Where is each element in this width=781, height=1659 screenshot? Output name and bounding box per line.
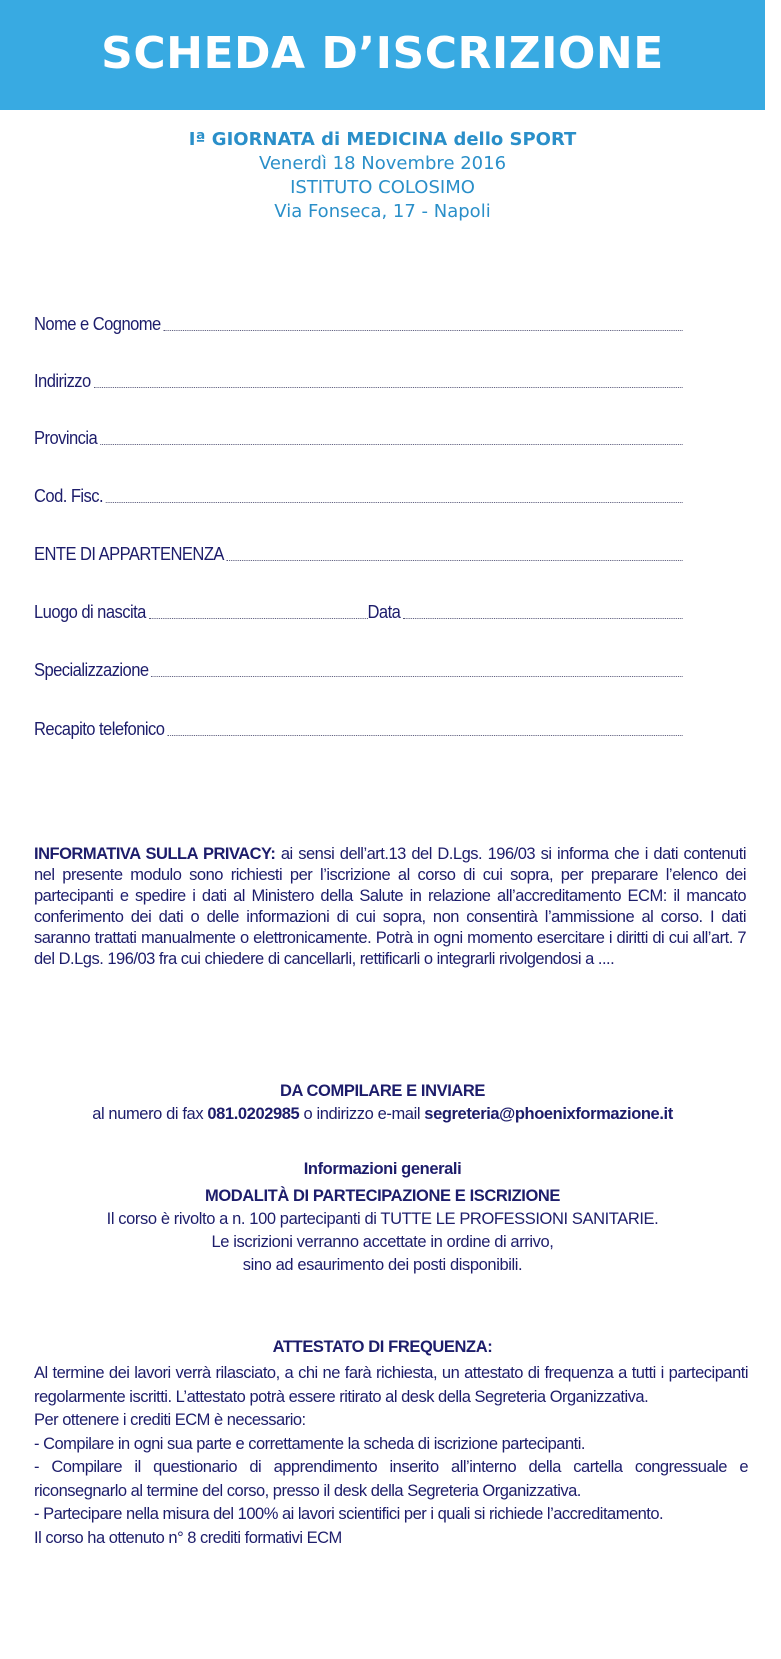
tax-code-field[interactable] [34, 481, 683, 507]
specialization-field[interactable] [34, 655, 683, 681]
entity-field[interactable] [34, 539, 683, 565]
attestato-body [34, 1362, 748, 1550]
fax-number: 081.0202985 [207, 1105, 300, 1123]
event-info [0, 128, 765, 224]
ecm-requirement-item: - Compilare in ogni sua parte e correttamente la scheda di iscrizione partecipanti. [34, 1434, 585, 1453]
address-input-line[interactable] [93, 386, 682, 388]
ecm-requirement-item: - Partecipare nella misura del 100% ai lavori scientifici per i quali si richiede l’accreditamento. [34, 1505, 664, 1523]
attestato-paragraph: Al termine dei lavori verrà rilasciato, a chi ne farà richiesta, un attestato di frequenza a tutti i partecipanti regolarmente iscritti. L’attestato potrà essere ritirato al desk della Segreteria Organizzativa. [34, 1364, 748, 1406]
info-line-1: Il corso è rivolto a n. 100 partecipanti di TUTTE LE PROFESSIONI SANITARIE. [106, 1210, 659, 1228]
event-address: Via Fonseca, 17 - Napoli [274, 201, 491, 222]
email-address: segreteria@phoenixformazione.it [424, 1105, 673, 1123]
name-input-line[interactable] [163, 329, 682, 331]
info-heading: Informazioni generali [303, 1160, 462, 1178]
ecm-credits: Il corso ha ottenuto n° 8 crediti formativi ECM [34, 1528, 342, 1547]
province-field[interactable] [34, 423, 683, 449]
privacy-notice [34, 844, 746, 970]
phone-field[interactable] [34, 714, 683, 740]
address-label: Indirizzo [34, 371, 91, 391]
date-input-line[interactable] [403, 617, 683, 619]
attestato-heading-block [0, 1336, 765, 1359]
info-line-2: Le iscrizioni verranno accettate in ordine di arrivo, [211, 1233, 554, 1251]
info-line-3: sino ad esaurimento dei posti disponibili. [242, 1256, 523, 1274]
page-margin [765, 0, 781, 1659]
event-title: Iª GIORNATA di MEDICINA dello SPORT [188, 129, 577, 150]
phone-input-line[interactable] [167, 734, 682, 736]
tax-code-input-line[interactable] [106, 501, 683, 503]
name-label: Nome e Cognome [34, 314, 161, 334]
event-venue: ISTITUTO COLOSIMO [290, 177, 475, 198]
ecm-requirement-item: - Compilare il questionario di apprendimento inserito all’interno della cartella congressuale e riconsegnarlo al termine del corso, presso il desk della Segreteria Organizzativa. [34, 1458, 748, 1500]
province-label: Provincia [34, 428, 98, 448]
birthplace-field[interactable] [34, 597, 683, 623]
date-label: Data [367, 602, 401, 622]
general-info [0, 1158, 765, 1277]
birthplace-label: Luogo di nascita [34, 602, 146, 622]
specialization-label: Specializzazione [34, 660, 149, 680]
entity-label: ENTE DI APPARTENENZA [34, 544, 224, 564]
address-field[interactable] [34, 366, 683, 392]
specialization-input-line[interactable] [151, 675, 682, 677]
attestato-heading: ATTESTATO DI FREQUENZA: [272, 1338, 493, 1356]
privacy-heading: INFORMATIVA SULLA PRIVACY: [34, 845, 276, 863]
ecm-requirements-intro: Per ottenere i crediti ECM è necessario: [34, 1411, 306, 1429]
privacy-text: ai sensi dell’art.13 del D.Lgs. 196/03 si informa che i dati contenuti nel presente modulo sono richiesti per l’iscrizione al corso di cui sopra, per preparare l’elenco dei partecipanti e spedire i dati al Ministero della Salute in relazione all’accreditamento ECM: il mancato conferimento dei dati o delle informazioni di cui sopra, non consentirà l’ammissione al corso. I dati saranno trattati manualmente o elettronicamente. Potrà in ogni momento esercitare i diritti di cui all’art. 7 del D.Lgs. 196/03 fra cui chiedere di cancellarli, rettificarli o integrarli rivolgendosi a .... [34, 845, 746, 968]
submit-contacts [0, 1103, 765, 1126]
info-subheading: MODALITÀ DI PARTECIPAZIONE E ISCRIZIONE [204, 1187, 561, 1205]
name-field[interactable] [34, 309, 683, 335]
submit-heading: DA COMPILARE E INVIARE [279, 1082, 486, 1100]
fax-prefix: al numero di fax [92, 1105, 204, 1123]
birthplace-input-line[interactable] [149, 617, 368, 619]
tax-code-label: Cod. Fisc. [34, 486, 104, 506]
phone-label: Recapito telefonico [34, 719, 165, 739]
entity-input-line[interactable] [227, 559, 683, 561]
province-input-line[interactable] [100, 443, 683, 445]
email-prefix: o indirizzo e-mail [303, 1105, 421, 1123]
event-date: Venerdì 18 Novembre 2016 [258, 153, 507, 174]
submit-instructions [0, 1080, 765, 1126]
page-title: SCHEDA D’ISCRIZIONE [101, 28, 664, 79]
